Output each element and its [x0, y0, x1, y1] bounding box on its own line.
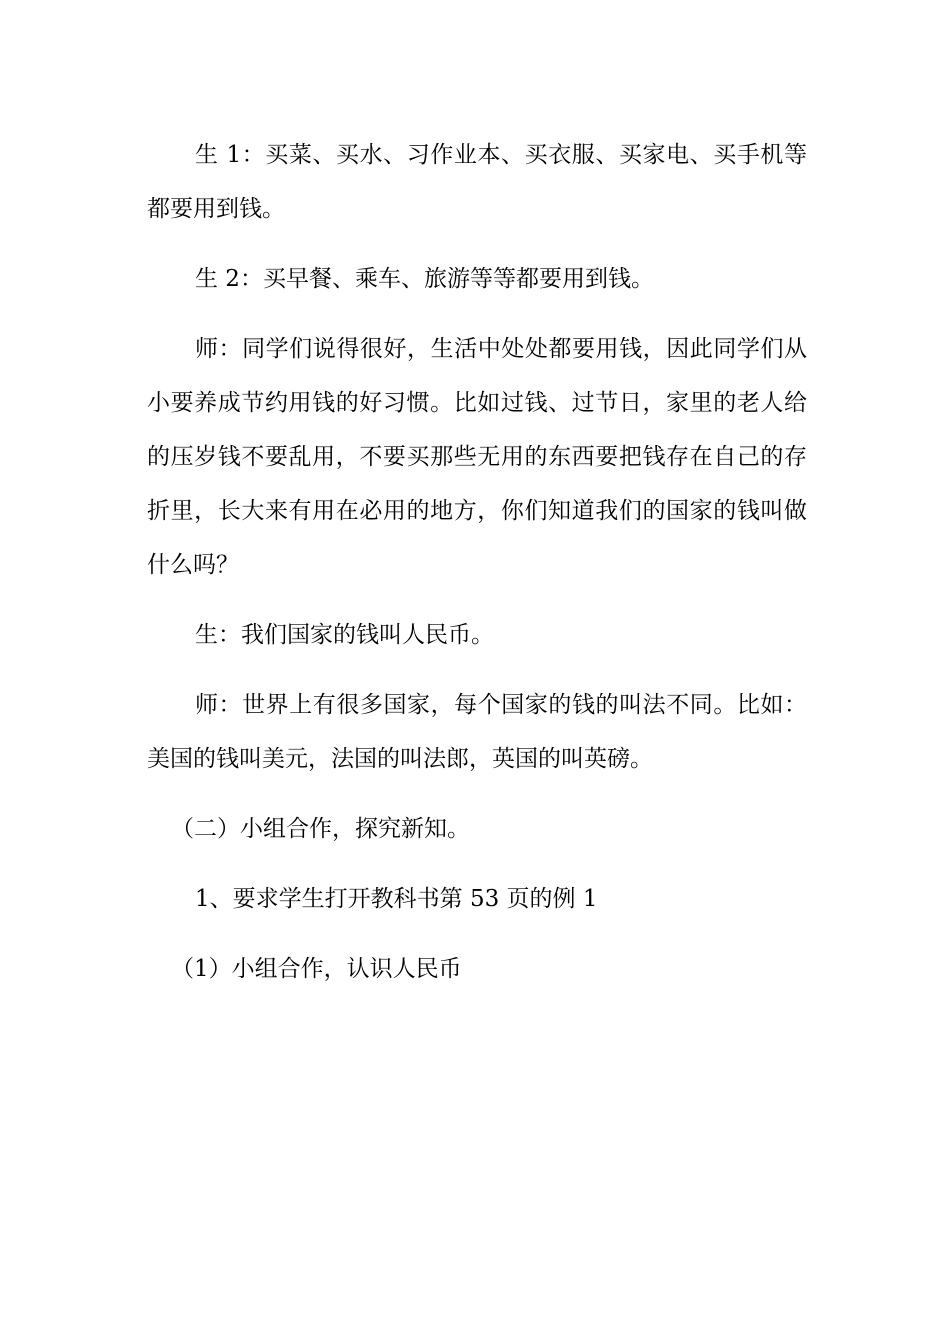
section-heading-2: （二）小组合作，探究新知。 [171, 816, 470, 842]
paragraph-student-1: 生 1：买菜、买水、习作业本、买衣服、买家电、买手机等都要用到钱。 [147, 142, 807, 222]
paragraph-step-1: 1、要求学生打开教科书第 53 页的例 1 [195, 886, 598, 912]
paragraph-substep-1: （1）小组合作，认识人民币 [171, 956, 462, 982]
paragraph-student-3: 生：我们国家的钱叫人民币。 [195, 622, 494, 648]
paragraph-student-2: 生 2：买早餐、乘车、旅游等等都要用到钱。 [195, 266, 654, 292]
paragraph-teacher-2: 师：世界上有很多国家，每个国家的钱的叫法不同。比如：美国的钱叫美元，法国的叫法郎，英国的叫英磅。 [147, 692, 807, 772]
paragraph-teacher-1: 师：同学们说得很好，生活中处处都要用钱，因此同学们从小要养成节约用钱的好习惯。比如过钱、过节日，家里的老人给的压岁钱不要乱用，不要买那些无用的东西要把钱存在自己的存折里，长大来有用在必用的地方，你们知道我们的国家的钱叫做什么吗？ [147, 336, 807, 578]
document-body [147, 128, 807, 1012]
